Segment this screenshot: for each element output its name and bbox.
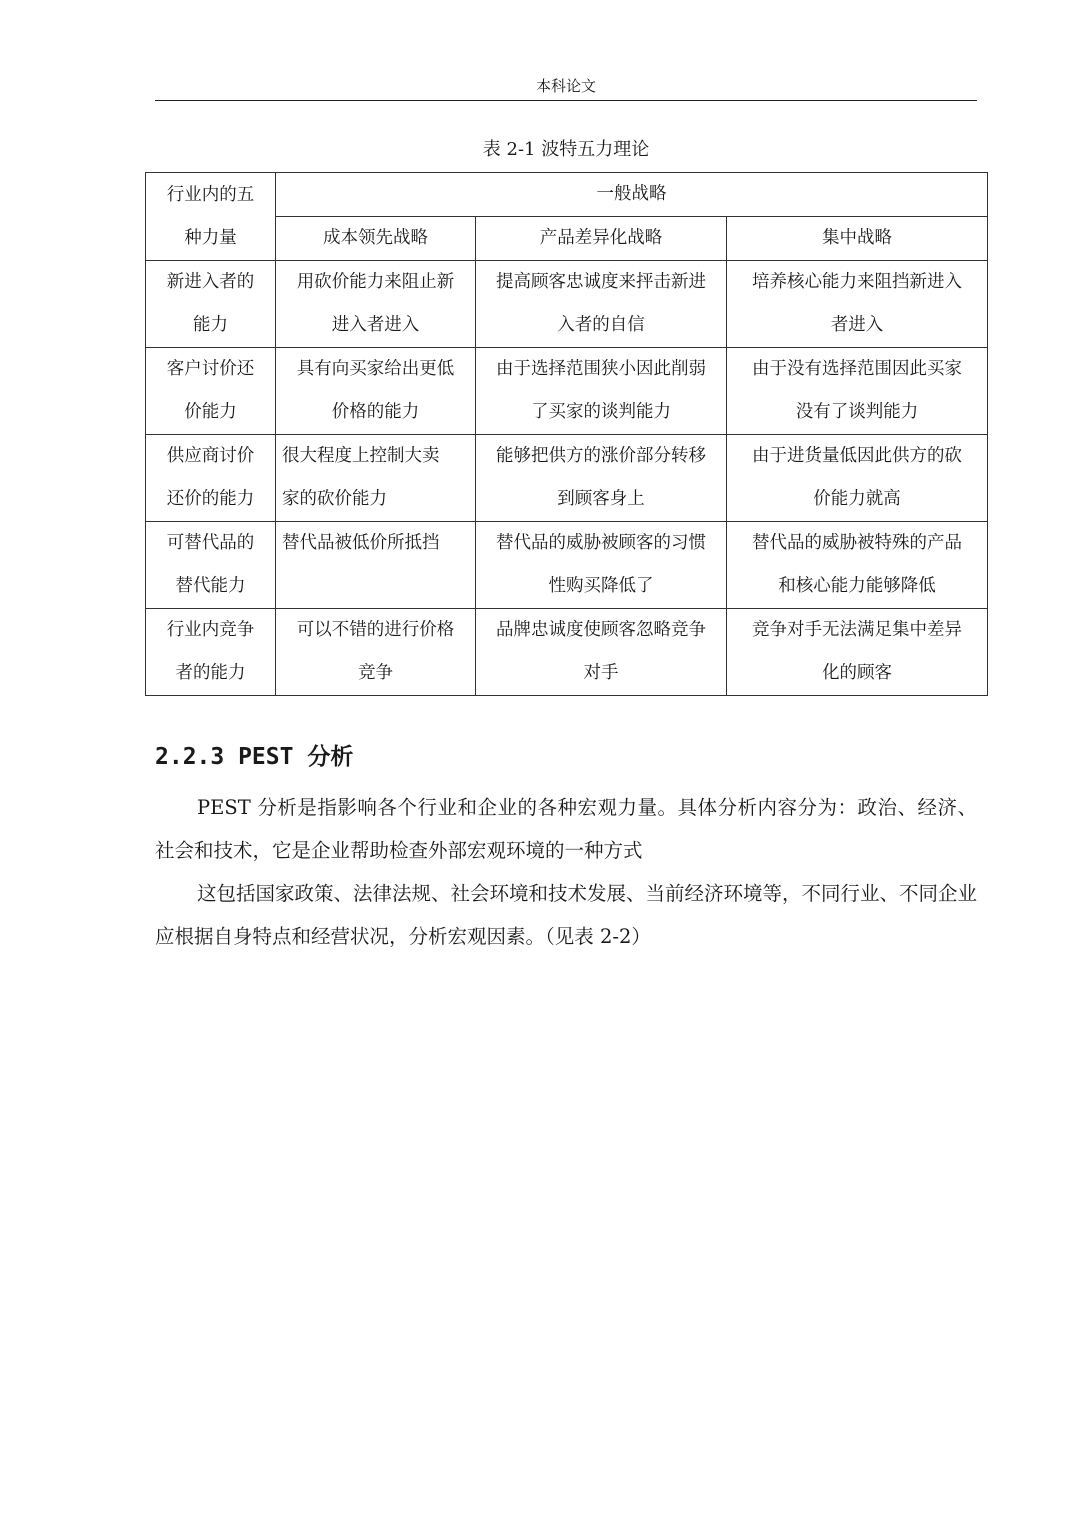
corner-label-line2: 种力量	[184, 227, 237, 248]
force-label-line1: 行业内竞争	[166, 620, 255, 640]
force-label-line2: 还价的能力	[166, 489, 255, 509]
strategy-header-focus: 集中战略	[727, 217, 988, 261]
differentiation-cell	[476, 609, 727, 696]
force-cell	[146, 609, 276, 696]
cell-text-line: 到顾客身上	[557, 489, 645, 509]
table-caption: 表 2-1 波特五力理论	[482, 139, 650, 160]
differentiation-cell	[476, 348, 727, 435]
table-row	[146, 348, 988, 435]
focus-cell	[727, 522, 988, 609]
cell-text-line: 对手	[583, 663, 619, 683]
force-label-line2: 能力	[193, 315, 228, 335]
table-row	[146, 609, 988, 696]
cell-text-line: 替代品的威胁被顾客的习惯	[496, 533, 706, 553]
page-header: 本科论文	[155, 76, 977, 101]
cell-text-line: 没有了谈判能力	[795, 402, 919, 422]
cost-leadership-cell	[276, 609, 476, 696]
cell-text-line: 很大程度上控制大卖	[282, 446, 440, 466]
cost-leadership-cell	[276, 348, 476, 435]
cell-text-line: 和核心能力能够降低	[778, 576, 936, 596]
porter-five-forces-table	[145, 172, 988, 696]
force-label-line1: 新进入者的	[166, 272, 255, 292]
group-header-cell: 一般战略	[276, 173, 988, 217]
cell-text-line: 价能力就高	[813, 489, 901, 509]
cell-text-line: 由于没有选择范围因此买家	[752, 359, 963, 379]
force-label-line2: 替代能力	[175, 576, 246, 596]
focus-cell	[727, 609, 988, 696]
force-label-line1: 可替代品的	[166, 533, 255, 553]
cell-text-line: 培养核心能力来阻挡新进入	[752, 272, 963, 292]
corner-label-line1: 行业内的五	[166, 184, 255, 205]
focus-cell	[727, 348, 988, 435]
table-row	[146, 522, 988, 609]
force-cell	[146, 261, 276, 348]
cell-text-line: 由于进货量低因此供方的砍	[752, 446, 963, 466]
cell-text-line: 者进入	[830, 315, 884, 335]
body-paragraph-2: 这包括国家政策、法律法规、社会环境和技术发展、当前经济环境等，不同行业、不同企业应根据自身特点和经营状况，分析宏观因素。（见表 2-2）	[155, 882, 978, 948]
cell-text-line: 竞争对手无法满足集中差异	[752, 620, 963, 640]
cell-text-line: 化的顾客	[822, 663, 893, 683]
cost-leadership-cell	[276, 261, 476, 348]
cell-text-line: 入者的自信	[557, 315, 645, 335]
differentiation-cell	[476, 435, 727, 522]
focus-cell	[727, 435, 988, 522]
cell-text-line: 性购买降低了	[548, 576, 654, 596]
cost-leadership-cell	[276, 435, 476, 522]
cell-text-line: 了买家的谈判能力	[531, 402, 671, 422]
cell-text-line: 由于选择范围狭小因此削弱	[496, 359, 706, 379]
force-label-line2: 者的能力	[175, 663, 246, 683]
table-row	[146, 261, 988, 348]
focus-cell	[727, 261, 988, 348]
force-label-line2: 价能力	[184, 402, 237, 422]
section-heading: 2.2.3 PEST 分析	[155, 744, 354, 770]
cell-text-line: 能够把供方的涨价部分转移	[496, 446, 706, 466]
force-label-line1: 供应商讨价	[166, 446, 255, 466]
differentiation-cell	[476, 522, 727, 609]
cost-leadership-cell	[276, 522, 476, 609]
cell-text-line: 替代品的威胁被特殊的产品	[752, 533, 963, 553]
force-label-line1: 客户讨价还	[166, 359, 255, 379]
strategy-header-cost: 成本领先战略	[276, 217, 476, 261]
force-cell	[146, 348, 276, 435]
strategy-header-differentiation: 产品差异化战略	[476, 217, 727, 261]
force-cell	[146, 435, 276, 522]
corner-header-cell	[146, 173, 276, 261]
table-row	[146, 435, 988, 522]
cell-text-line: 提高顾客忠诚度来抨击新进	[496, 272, 706, 292]
cell-text-line: 具有向买家给出更低	[296, 359, 455, 379]
cell-text-line: 替代品被低价所抵挡	[282, 533, 440, 553]
table-header-row	[146, 173, 988, 217]
body-paragraph-1: PEST 分析是指影响各个行业和企业的各种宏观力量。具体分析内容分为：政治、经济、社会和技术，它是企业帮助检查外部宏观环境的一种方式	[155, 796, 977, 862]
cell-text-line: 家的砍价能力	[282, 489, 387, 509]
cell-text-line: 用砍价能力来阻止新	[296, 272, 455, 292]
cell-text-line: 进入者进入	[331, 315, 420, 335]
cell-text-line: 品牌忠诚度使顾客忽略竞争	[496, 620, 706, 640]
cell-text-line: 竞争	[358, 663, 393, 683]
cell-text-line: 可以不错的进行价格	[296, 620, 455, 640]
cell-text-line: 价格的能力	[331, 402, 420, 422]
differentiation-cell	[476, 261, 727, 348]
force-cell	[146, 522, 276, 609]
